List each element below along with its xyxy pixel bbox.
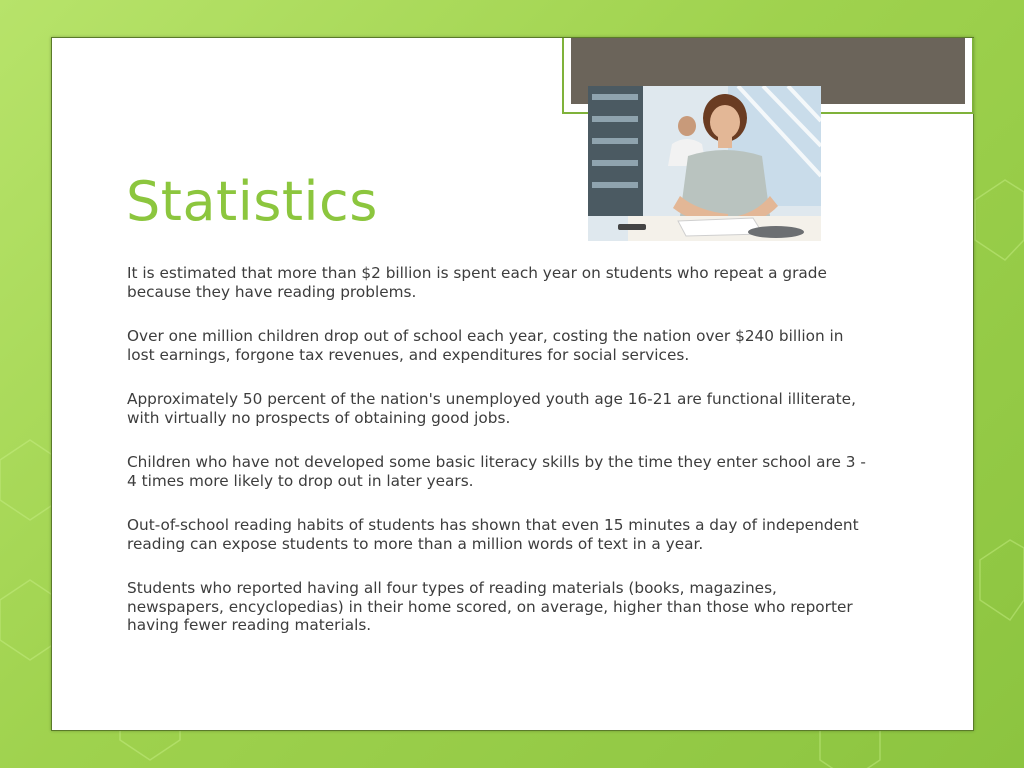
statistic-paragraph: Students who reported having all four types of reading materials (books, magazines, newspapers, encyclopedias) in their home scored, on average, higher than those who reporter having fewer reading materials. xyxy=(127,579,853,634)
slide-title: Statistics xyxy=(126,170,378,233)
statistic-paragraph: Over one million children drop out of school each year, costing the nation over $240 billion in lost earnings, forgone tax revenues, and expenditures for social services. xyxy=(127,327,844,364)
statistic-paragraph: Out-of-school reading habits of students has shown that even 15 minutes a day of independent reading can expose students to more than a million words of text in a year. xyxy=(127,516,859,553)
slide-body xyxy=(127,264,872,661)
statistic-paragraph: It is estimated that more than $2 billion is spent each year on students who repeat a grade because they have reading problems. xyxy=(127,264,827,301)
statistic-paragraph: Approximately 50 percent of the nation's unemployed youth age 16-21 are functional illiterate, with virtually no prospects of obtaining good jobs. xyxy=(127,390,856,427)
students-studying-photo xyxy=(588,86,821,241)
statistic-paragraph: Children who have not developed some basic literacy skills by the time they enter school are 3 - 4 times more likely to drop out in later years. xyxy=(127,453,866,490)
